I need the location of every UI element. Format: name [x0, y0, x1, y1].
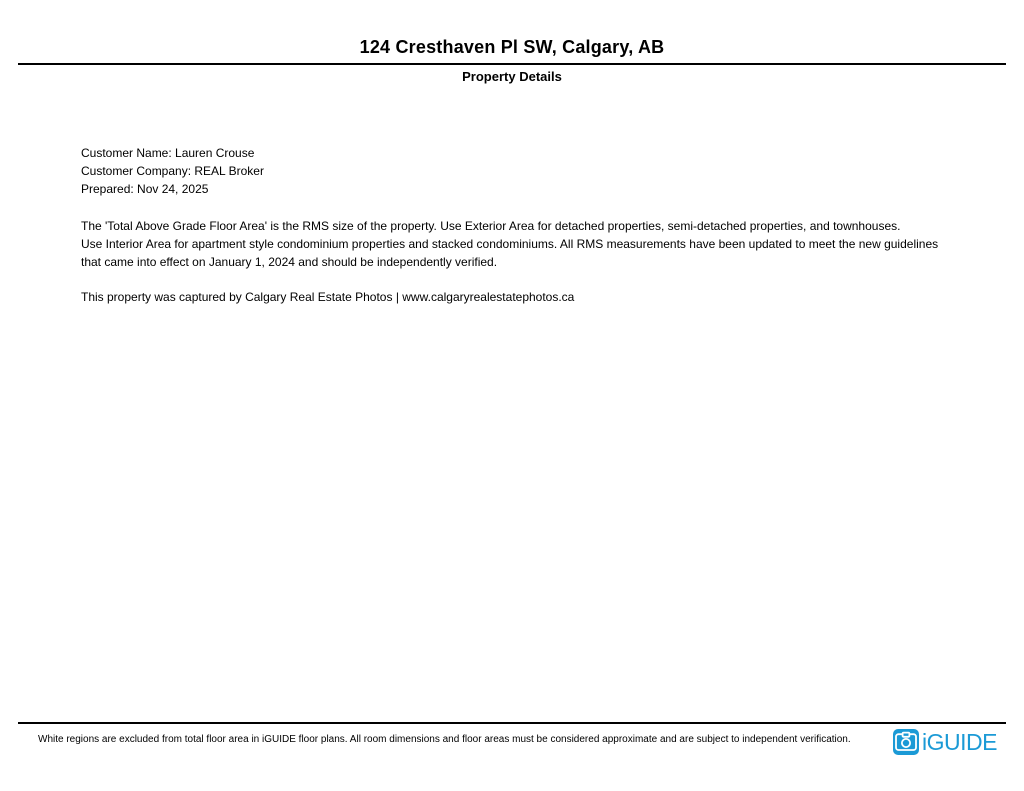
page-title: 124 Cresthaven Pl SW, Calgary, AB [359, 37, 665, 57]
prepared-date-line: Prepared: Nov 24, 2025 [81, 182, 209, 196]
footer-divider [18, 722, 1006, 724]
footer-disclaimer: White regions are excluded from total floor area in iGUIDE floor plans. All room dimensions and floor areas must be considered approximate and are subject to independent verification. [38, 734, 851, 745]
page-subtitle: Property Details [462, 69, 562, 84]
customer-info-block [81, 144, 264, 198]
customer-name-line: Customer Name: Lauren Crouse [81, 146, 255, 160]
iguide-camera-icon [893, 729, 919, 755]
header-divider [18, 63, 1006, 65]
captured-by-line: This property was captured by Calgary Real Estate Photos | www.calgaryrealestatephotos.ca [81, 290, 575, 304]
customer-company-line: Customer Company: REAL Broker [81, 164, 264, 178]
rms-note-line: Use Interior Area for apartment style condominium properties and stacked condominiums. All RMS measurements have been updated to meet the new guidelines [81, 237, 939, 251]
rms-note-line: that came into effect on January 1, 2024 and should be independently verified. [81, 255, 498, 269]
rms-note-line: The 'Total Above Grade Floor Area' is the RMS size of the property. Use Exterior Area for detached properties, semi-detached properties, and townhouses. [81, 219, 901, 233]
iguide-logo-text: iGUIDE [922, 729, 997, 755]
rms-measurement-note [81, 217, 938, 271]
iguide-logo [893, 729, 997, 755]
